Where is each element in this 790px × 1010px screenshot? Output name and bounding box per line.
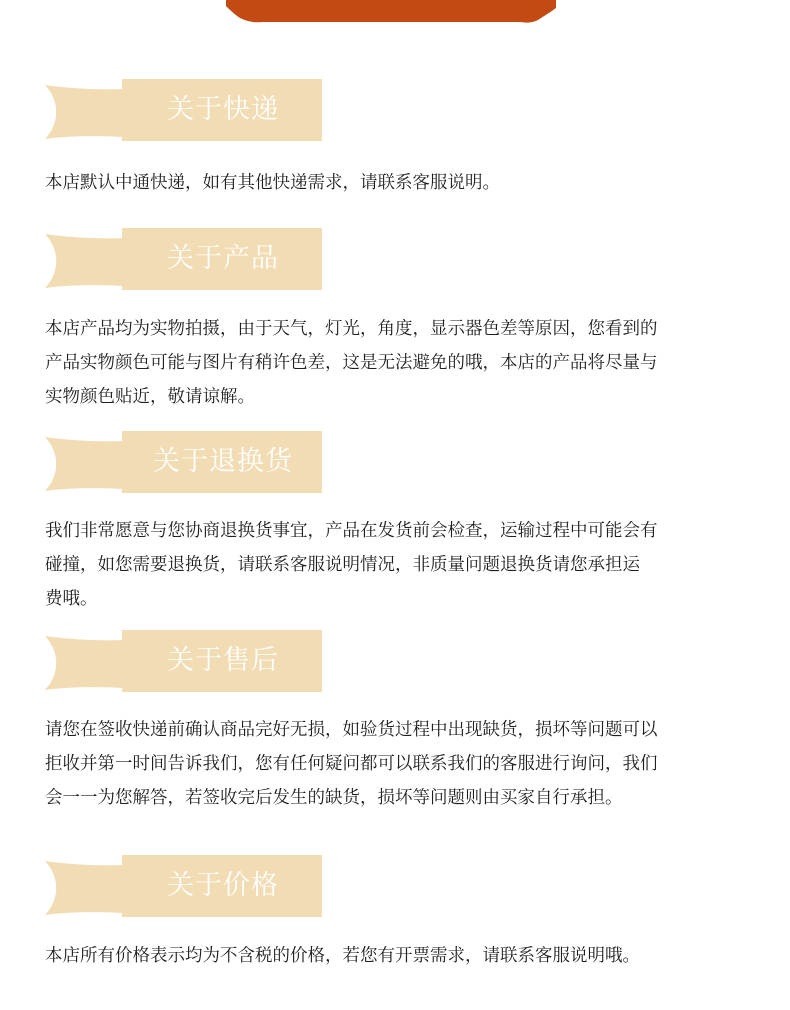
section-header-shipping <box>44 79 322 141</box>
section-title: 关于快递 <box>167 94 279 125</box>
section-text-pricing <box>45 939 767 973</box>
section-text-product <box>45 312 767 414</box>
section-text-returns <box>45 514 767 616</box>
text-line: 本店默认中通快递，如有其他快递需求，请联系客服说明。 <box>45 173 500 193</box>
text-line: 实物颜色贴近，敬请谅解。 <box>45 387 255 407</box>
text-line: 会一一为您解答，若签收完后发生的缺货，损坏等问题则由买家自行承担。 <box>45 788 623 808</box>
text-line: 本店所有价格表示均为不含税的价格，若您有开票需求，请联系客服说明哦。 <box>45 946 640 966</box>
text-line: 费哦。 <box>45 589 98 609</box>
text-line: 请您在签收快递前确认商品完好无损，如验货过程中出现缺货，损坏等问题可以 <box>45 720 658 740</box>
section-title: 关于售后 <box>167 645 279 676</box>
text-line: 拒收并第一时间告诉我们，您有任何疑问都可以联系我们的客服进行询问，我们 <box>45 754 658 774</box>
section-header-returns <box>44 431 322 493</box>
text-line: 本店产品均为实物拍摄，由于天气，灯光，角度，显示器色差等原因，您看到的 <box>45 319 658 339</box>
section-header-pricing <box>44 855 322 917</box>
top-title-banner <box>226 0 556 24</box>
section-header-after-sales <box>44 630 322 692</box>
section-header-product <box>44 228 322 290</box>
section-title: 关于退换货 <box>153 446 293 477</box>
section-text-shipping <box>45 166 767 200</box>
text-line: 产品实物颜色可能与图片有稍许色差，这是无法避免的哦，本店的产品将尽量与 <box>45 353 658 373</box>
section-text-after-sales <box>45 713 767 815</box>
text-line: 碰撞，如您需要退换货，请联系客服说明情况，非质量问题退换货请您承担运 <box>45 555 640 575</box>
text-line: 我们非常愿意与您协商退换货事宜，产品在发货前会检查，运输过程中可能会有 <box>45 521 658 541</box>
section-title: 关于价格 <box>167 870 279 901</box>
section-title: 关于产品 <box>167 243 279 274</box>
banner-shape <box>226 0 556 24</box>
